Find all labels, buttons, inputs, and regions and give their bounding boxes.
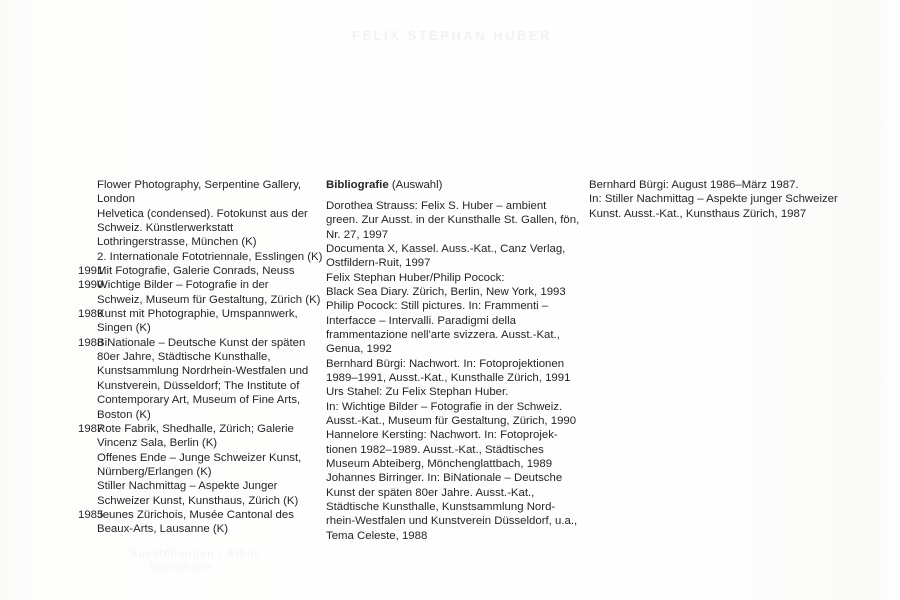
exhibition-body (97, 336, 310, 422)
bibliography-line: Documenta X, Kassel. Auss.-Kat., Canz Verlag, (326, 242, 566, 255)
bibliography-line: Bernhard Bürgi: Nachwort. In: Fotoprojektionen (326, 357, 565, 370)
bibliography-entry-list (326, 199, 580, 543)
exhibition-line: Rote Fabrik, Shedhalle, Zürich; Galerie (97, 422, 294, 435)
exhibition-year: 1989 (78, 308, 104, 321)
bibliography-line: Städtische Kunsthalle, Kunstsammlung Nord- (326, 501, 556, 514)
bibliography-line: Museum Abteiberg, Mönchenglattbach, 1989 (326, 458, 553, 471)
bibliography-line: Urs Stahel: Zu Felix Stephan Huber. (326, 386, 509, 399)
bibliography-line: Ostfildern-Ruit, 1997 (326, 257, 431, 270)
exhibition-line: Lothringerstrasse, München (K) (97, 236, 257, 249)
exhibition-year: 1985 (78, 508, 104, 521)
bibliography-entry (326, 199, 580, 242)
exhibition-entry (78, 451, 310, 480)
exhibition-body (97, 264, 310, 278)
exhibition-line: Contemporary Art, Museum of Fine Arts, (97, 394, 301, 407)
exhibition-entry (78, 264, 310, 278)
exhibition-line: Flower Photography, Serpentine Gallery, (97, 179, 302, 191)
bibliography-line: frammentazione nell'arte svizzera. Ausst.-Kat., (326, 328, 560, 341)
exhibition-year: 1988 (78, 336, 104, 349)
exhibition-line: Stiller Nachmittag – Aspekte Junger (97, 480, 278, 493)
exhibition-entry (78, 336, 310, 422)
exhibition-entry (78, 207, 310, 250)
exhibition-line: Vincenz Sala, Berlin (K) (97, 437, 218, 450)
bibliography-line: In: Stiller Nachmittag – Aspekte junger Schweizer (589, 193, 838, 206)
bibliography-line: tionen 1982–1989. Ausst.-Kat., Städtisches (326, 443, 544, 456)
exhibition-body (97, 422, 310, 451)
exhibition-line: Schweizer Kunst, Kunsthaus, Zürich (K) (97, 494, 299, 507)
bibliography-line: rhein-Westfalen und Kunstverein Düsseldorf, u.a., (326, 515, 578, 528)
exhibition-line: Schweiz, Museum für Gestaltung, Zürich (K) (97, 293, 321, 306)
bibliography-line: Philip Pocock: Still pictures. In: Frammenti – (326, 300, 549, 313)
exhibition-entry (78, 508, 310, 537)
exhibition-line: Kunstsammlung Nordrhein-Westfalen und (97, 365, 309, 378)
exhibition-body (97, 307, 310, 336)
bibliography-line: 1989–1991, Ausst.-Kat., Kunsthalle Zürich, 1991 (326, 371, 571, 384)
bibliography-line: Interfacce – Intervalli. Paradigmi della (326, 314, 516, 327)
bibliography-line: Black Sea Diary. Zürich, Berlin, New York, 1993 (326, 285, 566, 298)
exhibition-body (97, 479, 310, 508)
exhibition-body (97, 207, 310, 250)
bibliography-line: Johannes Birringer. In: BiNationale – Deutsche (326, 472, 563, 485)
exhibition-line: Kunst mit Photographie, Umspannwerk, (97, 308, 298, 321)
bibliography-entry (326, 242, 566, 271)
bibliography-line: Kunst der späten 80er Jahre. Ausst.-Kat., (326, 486, 535, 499)
exhibition-line: Singen (K) (97, 322, 151, 335)
bibliography-entry (589, 178, 839, 221)
exhibition-body (97, 508, 310, 537)
exhibition-entry (78, 307, 310, 336)
exhibition-line: London (97, 193, 136, 206)
bibliography-heading (326, 178, 566, 192)
exhibition-year: 1990 (78, 279, 104, 292)
exhibition-line: Kunstverein, Düsseldorf; The Institute of (97, 379, 300, 392)
exhibition-body (97, 178, 310, 207)
exhibition-year: 1991 (78, 265, 104, 278)
exhibition-line: 80er Jahre, Städtische Kunsthalle, (97, 351, 271, 364)
bibliography-line: In: Wichtige Bilder – Fotografie in der Schweiz. (326, 400, 563, 413)
bibliography-continued-column (589, 178, 839, 221)
exhibition-entry (78, 178, 310, 207)
bibliography-heading-qualifier: (Auswahl) (388, 179, 443, 191)
exhibition-line: Beaux-Arts, Lausanne (K) (97, 523, 229, 536)
bibliography-entry (326, 271, 566, 300)
exhibition-entry (78, 479, 310, 508)
exhibition-line: Jeunes Zürichois, Musée Cantonal des (97, 508, 294, 521)
exhibition-line: Mit Fotografie, Galerie Conrads, Neuss (97, 265, 295, 278)
exhibition-body (97, 278, 320, 307)
bibliography-entry (326, 471, 578, 543)
bibliography-line: Felix Stephan Huber/Philip Pocock: (326, 271, 505, 284)
bibliography-line: Ausst.-Kat., Museum für Gestaltung, Zürich, 1990 (326, 415, 577, 427)
bibliography-line: Dorothea Strauss: Felix S. Huber – ambient (326, 199, 547, 212)
exhibition-line: Schweiz. Künstlerwerkstatt (97, 222, 234, 235)
exhibition-entry (78, 278, 321, 307)
bibliography-line: Tema Celeste, 1988 (326, 529, 428, 542)
exhibition-line: Offenes Ende – Junge Schweizer Kunst, (97, 451, 302, 464)
bibliography-line: Kunst. Ausst.-Kat., Kunsthaus Zürich, 1987 (589, 207, 807, 220)
exhibition-year: 1987 (78, 422, 104, 435)
exhibition-line: Nürnberg/Erlangen (K) (97, 465, 212, 478)
bibliography-line: Hannelore Kersting: Nachwort. In: Fotoprojek- (326, 429, 558, 442)
exhibition-body (97, 451, 310, 480)
bibliography-line: Nr. 27, 1997 (326, 228, 389, 241)
bibliography-entry (326, 357, 571, 386)
exhibition-body (97, 250, 322, 264)
exhibition-line: Wichtige Bilder – Fotografie in der (97, 279, 269, 292)
exhibition-line: 2. Internationale Fototriennale, Esslingen (K) (97, 250, 323, 263)
bibliography-line: green. Zur Ausst. in der Kunsthalle St. Gallen, fön, (326, 214, 580, 227)
bibliography-line: Genua, 1992 (326, 343, 392, 356)
bibliography-column (326, 178, 580, 543)
exhibition-line: BiNationale – Deutsche Kunst der späten (97, 336, 306, 349)
bibliography-entry (326, 385, 577, 428)
exhibition-line: Helvetica (condensed). Fotokunst aus der (97, 207, 308, 220)
exhibition-entry (78, 422, 310, 451)
exhibition-entry (78, 250, 323, 264)
bibliography-heading-title: Bibliografie (326, 179, 389, 191)
bibliography-entry (326, 428, 566, 471)
exhibition-line: Boston (K) (97, 408, 151, 421)
bibliography-line: Bernhard Bürgi: August 1986–März 1987. (589, 179, 799, 191)
exhibitions-column (78, 178, 323, 537)
bibliography-entry (326, 299, 566, 356)
